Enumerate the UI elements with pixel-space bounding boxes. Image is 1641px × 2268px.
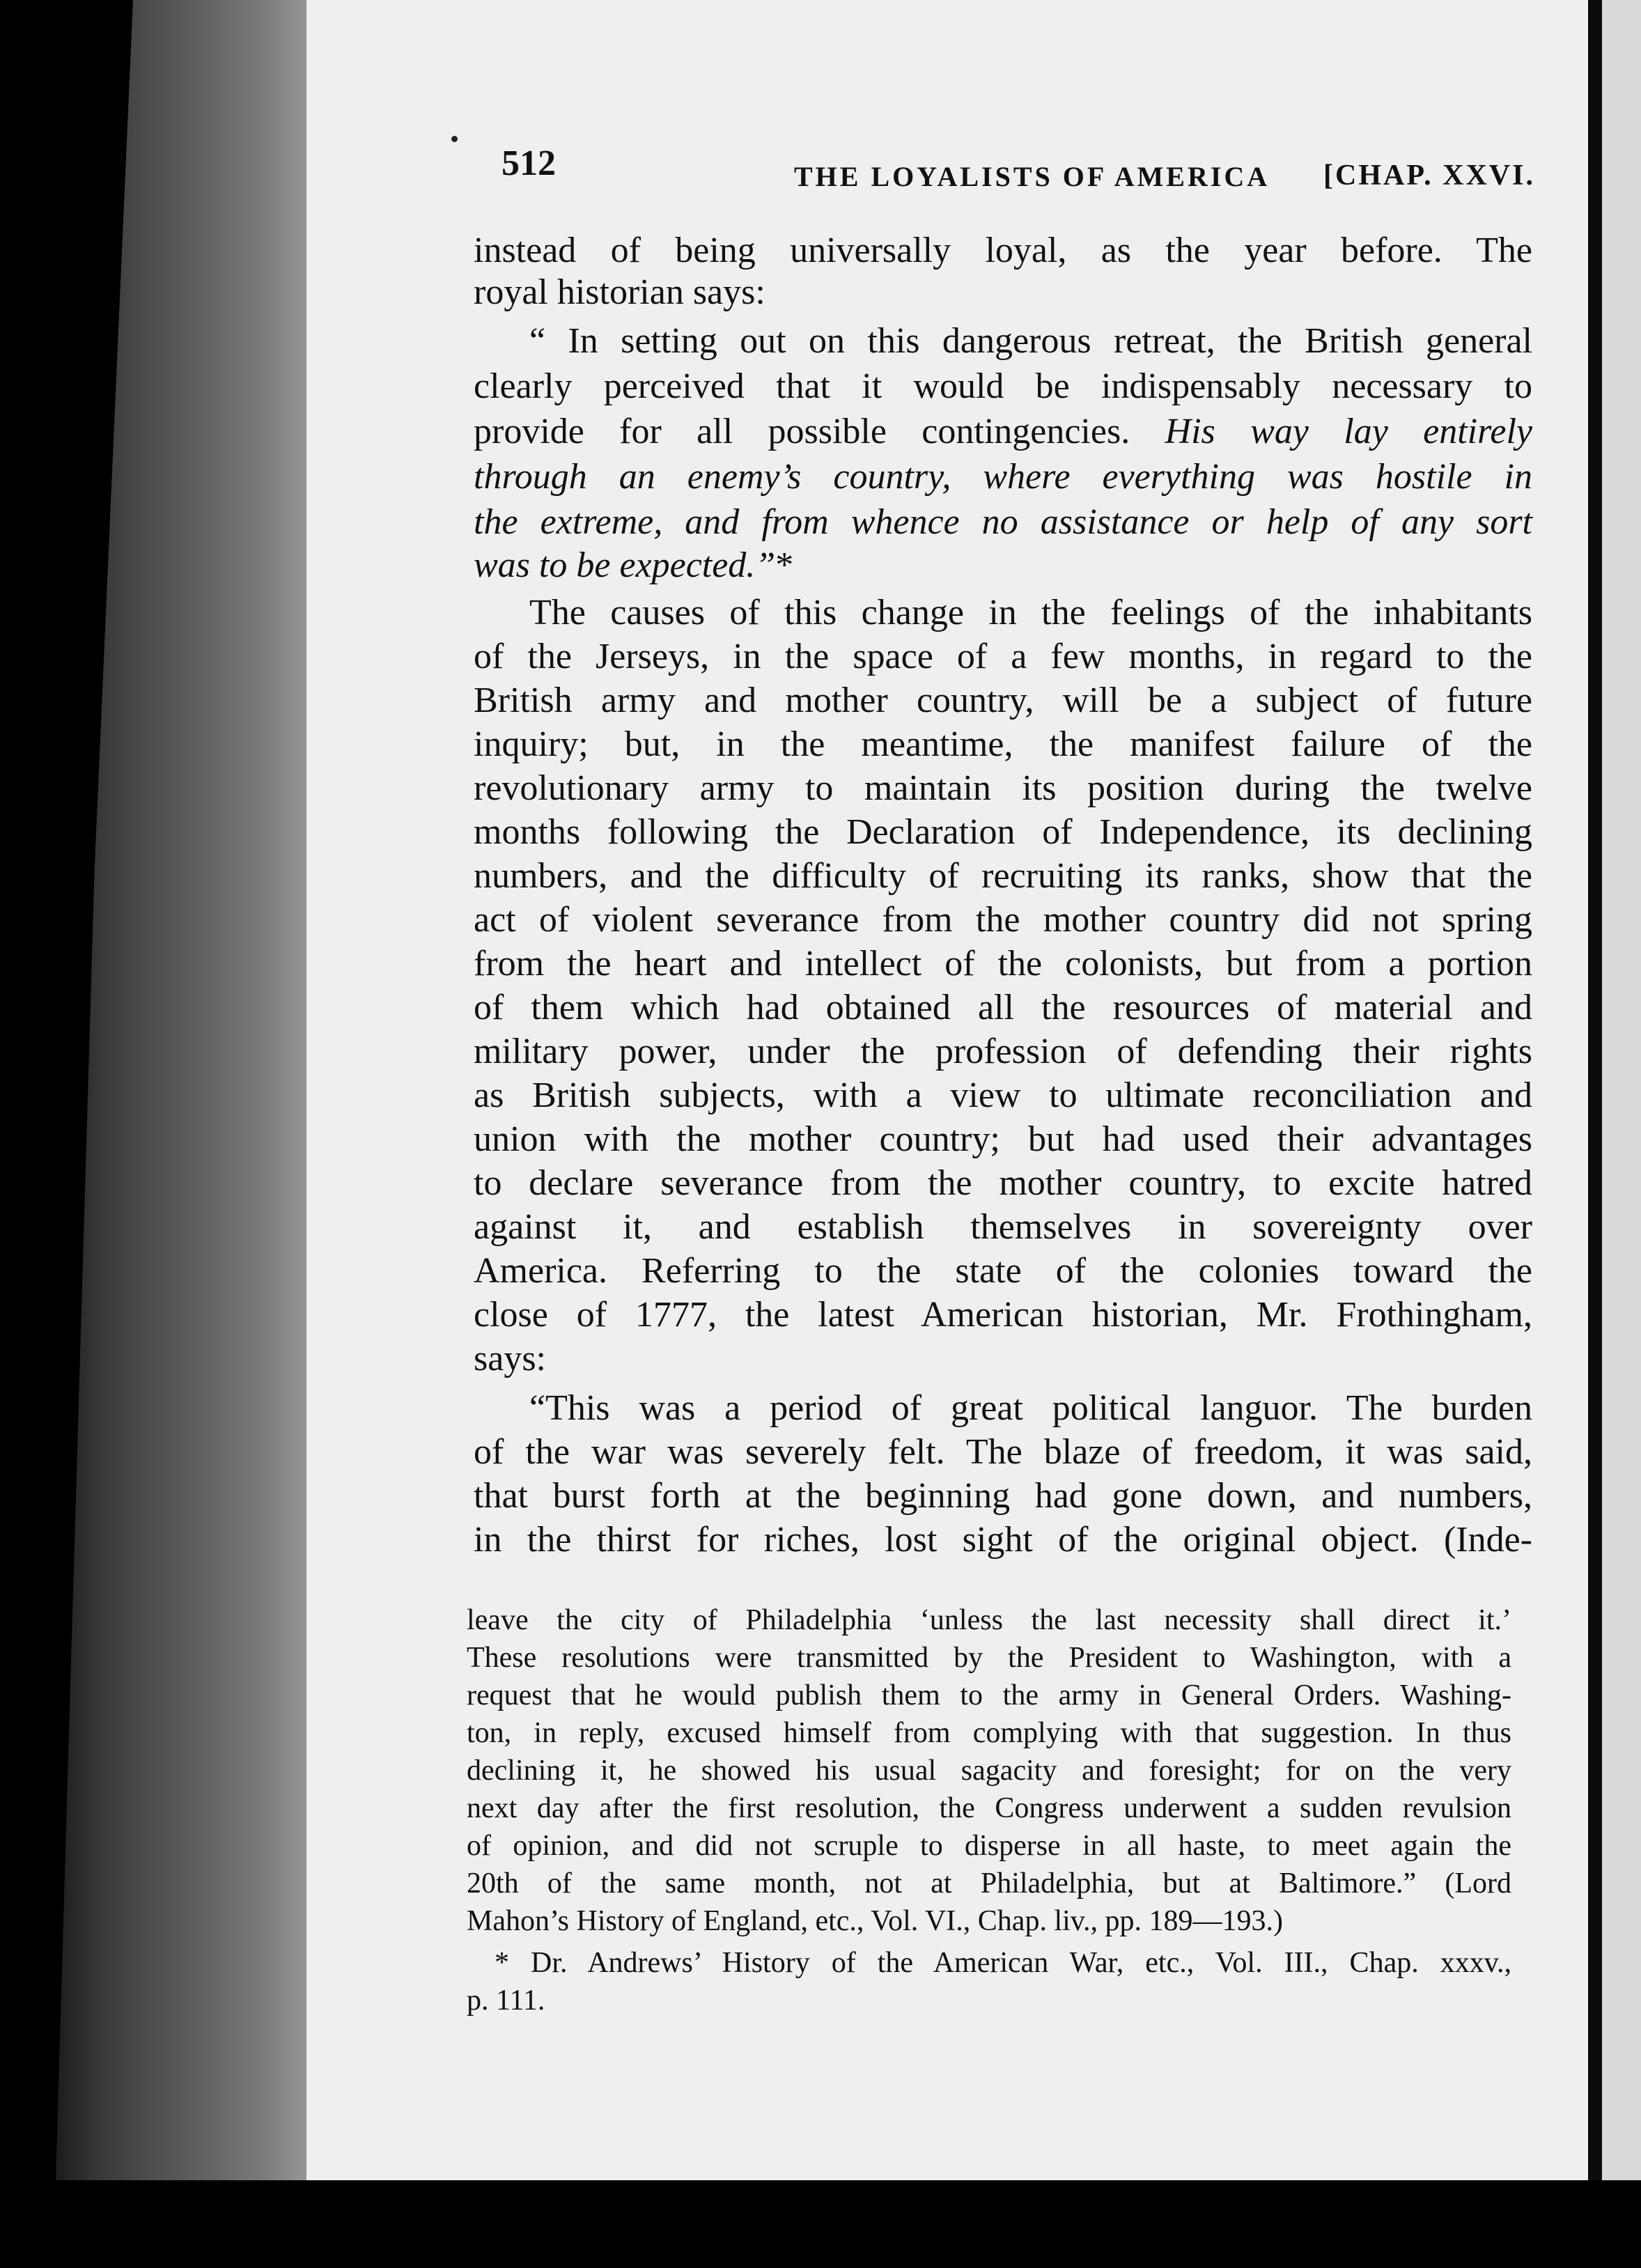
- body-line: numbers, and the difficulty of recruiting its ranks, show that the: [474, 856, 1532, 896]
- body-line: says:: [474, 1339, 546, 1378]
- body-line: act of violent severance from the mother country did not spring: [474, 900, 1532, 940]
- body-line: revolutionary army to maintain its position during the twelve: [474, 768, 1532, 808]
- body-line: months following the Declaration of Independence, its declining: [474, 812, 1532, 852]
- chapter-label: [CHAP. XXVI.: [1323, 160, 1535, 192]
- body-line-italic: [474, 545, 1532, 587]
- body-line-roman: provide for all possible contingencies.: [474, 412, 1165, 451]
- bottom-border: [0, 2180, 1641, 2268]
- footnote-line: p. 111.: [467, 1984, 545, 2017]
- body-line: against it, and establish themselves in sovereignty over: [474, 1207, 1532, 1247]
- body-line: union with the mother country; but had used their advantages: [474, 1119, 1532, 1159]
- body-line: inquiry; but, in the meantime, the manifest failure of the: [474, 724, 1532, 764]
- body-line-italic: [474, 502, 1532, 543]
- body-line: as British subjects, with a view to ultimate reconciliation and: [474, 1075, 1532, 1115]
- body-line-italic-text: the extreme, and from whence no assistance or help of any sort: [474, 502, 1532, 542]
- facing-page-edge: [1602, 0, 1641, 2229]
- footnote-line: declining it, he showed his usual sagacity and foresight; for on the very: [467, 1755, 1511, 1787]
- body-line: America. Referring to the state of the colonies toward the: [474, 1251, 1532, 1291]
- body-line-italic-text: was to be expected.”: [474, 545, 776, 585]
- body-line: from the heart and intellect of the colonists, but from a portion: [474, 944, 1532, 984]
- body-line: to declare severance from the mother country, to excite hatred: [474, 1163, 1532, 1203]
- body-line: British army and mother country, will be a subject of future: [474, 681, 1532, 720]
- body-line: “ In setting out on this dangerous retreat, the British general: [529, 321, 1532, 361]
- body-line: The causes of this change in the feelings of the inhabitants: [529, 593, 1532, 632]
- body-line: military power, under the profession of defending their rights: [474, 1032, 1532, 1071]
- footnote-line: request that he would publish them to the army in General Orders. Washing-: [467, 1679, 1511, 1711]
- body-line: [474, 411, 1532, 453]
- footnote-line: Mahon’s History of England, etc., Vol. VI., Chap. liv., pp. 189—193.): [467, 1905, 1284, 1937]
- body-line: clearly perceived that it would be indispensably necessary to: [474, 366, 1532, 406]
- body-line: in the thirst for riches, lost sight of the original object. (Inde-: [474, 1520, 1532, 1560]
- dust-speck: [451, 136, 458, 142]
- footnote-line: These resolutions were transmitted by the President to Washington, with a: [467, 1642, 1511, 1674]
- body-line-italic: His way lay entirely: [1165, 412, 1533, 451]
- body-line: royal historian says:: [474, 272, 765, 312]
- footnote-line: next day after the first resolution, the Congress underwent a sudden revulsion: [467, 1792, 1511, 1824]
- body-line: of the Jerseys, in the space of a few months, in regard to the: [474, 637, 1532, 676]
- page-edge-stack: [56, 0, 313, 2180]
- footnote-line: leave the city of Philadelphia ‘unless the last necessity shall direct it.’: [467, 1604, 1511, 1636]
- body-line: of them which had obtained all the resources of material and: [474, 988, 1532, 1027]
- footnote-marker: *: [775, 545, 794, 585]
- footnote-line: * Dr. Andrews’ History of the American War, etc., Vol. III., Chap. xxxv.,: [495, 1947, 1511, 1979]
- page-number: 512: [501, 143, 556, 183]
- footnote-line: of opinion, and did not scruple to disperse in all haste, to meet again the: [467, 1830, 1511, 1862]
- body-line: close of 1777, the latest American historian, Mr. Frothingham,: [474, 1295, 1532, 1335]
- body-line: “This was a period of great political languor. The burden: [529, 1388, 1532, 1428]
- running-title: THE LOYALISTS OF AMERICA: [794, 161, 1270, 192]
- footnote-line: 20th of the same month, not at Philadelphia, but at Baltimore.” (Lord: [467, 1867, 1511, 1900]
- body-line-italic-text: through an enemy’s country, where everything was hostile in: [474, 457, 1532, 497]
- footnote-line: ton, in reply, excused himself from complying with that suggestion. In thus: [467, 1717, 1511, 1749]
- body-line: instead of being universally loyal, as the year before. The: [474, 231, 1532, 270]
- body-line-italic: [474, 456, 1532, 498]
- body-line: of the war was severely felt. The blaze of freedom, it was said,: [474, 1432, 1532, 1472]
- body-line: that burst forth at the beginning had gone down, and numbers,: [474, 1476, 1532, 1516]
